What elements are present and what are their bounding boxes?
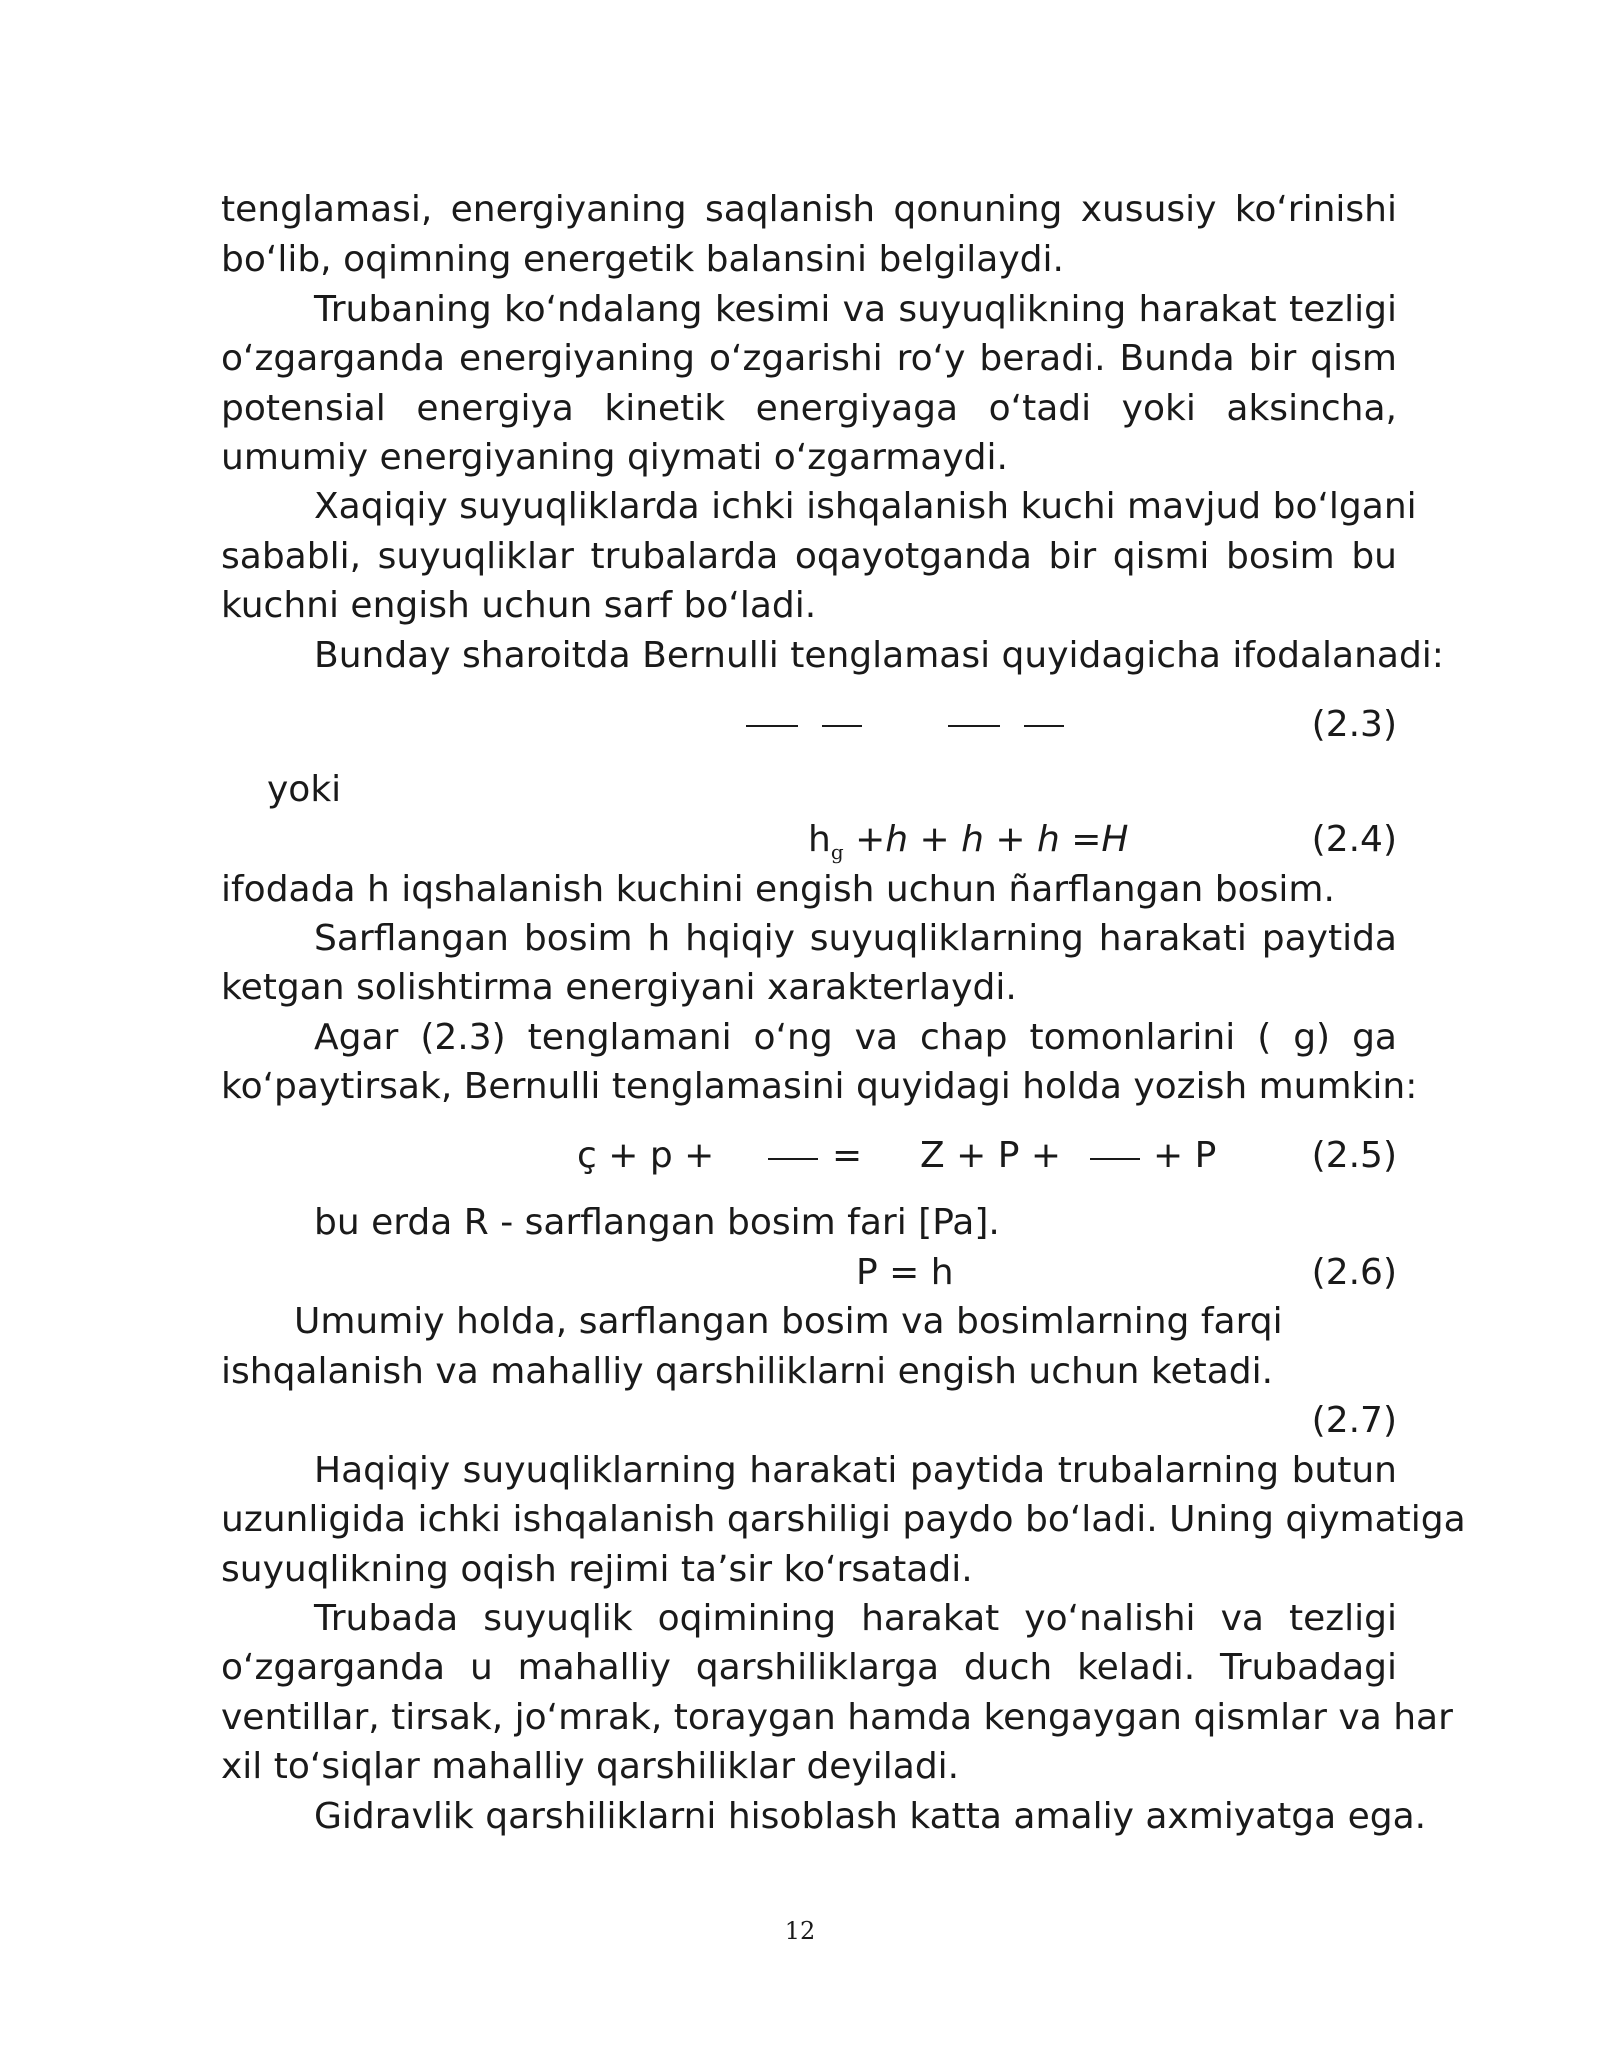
fraction-bar <box>948 725 1000 727</box>
fraction-bar <box>1090 1158 1140 1160</box>
paragraph-line: Haqiqiy suyuqliklarning harakati paytida trubalarning butun <box>314 1450 1397 1491</box>
paragraph-line: o‘zgarganda u mahalliy qarshiliklarga duch keladi. Trubadagi <box>221 1647 1397 1688</box>
paragraph-line: ishqalanish va mahalliy qarshiliklarni engish uchun ketadi. <box>221 1351 1274 1392</box>
equation-number: (2.4) <box>1311 819 1397 860</box>
equation-number: (2.6) <box>1311 1252 1397 1293</box>
paragraph-line: Bunday sharoitda Bernulli tenglamasi quyidagicha ifodalanadi: <box>314 635 1444 676</box>
paragraph-line: Gidravlik qarshiliklarni hisoblash katta amaliy axmiyatga ega. <box>314 1796 1427 1837</box>
paragraph-line: ventillar, tirsak, jo‘mrak, toraygan hamda kengaygan qismlar va har <box>221 1697 1453 1738</box>
equation-number: (2.3) <box>1311 704 1397 745</box>
paragraph-line: ifodada h iqshalanish kuchini engish uchun ñarflangan bosim. <box>221 869 1335 910</box>
paragraph-line: kuchni engish uchun sarf bo‘ladi. <box>221 585 817 626</box>
fraction-bar <box>746 725 798 727</box>
equation-formula: P = h <box>856 1252 954 1293</box>
paragraph-line: Trubaning ko‘ndalang kesimi va suyuqlikning harakat tezligi <box>314 289 1397 330</box>
formula-text: h <box>808 819 831 860</box>
fraction-bar <box>822 725 862 727</box>
paragraph-line: Sarflangan bosim h hqiqiy suyuqliklarning harakati paytida <box>314 918 1397 959</box>
paragraph-line: uzunligida ichki ishqalanish qarshiligi paydo bo‘ladi. Uning qiymatiga <box>221 1499 1466 1540</box>
paragraph-line: suyuqlikning oqish rejimi ta’sir ko‘rsatadi. <box>221 1549 973 1590</box>
formula-subscript: g <box>830 840 844 865</box>
paragraph-line: tenglamasi, energiyaning saqlanish qonuning xususiy ko‘rinishi <box>221 189 1397 230</box>
paragraph-line: yoki <box>267 769 342 810</box>
equation-formula: + P <box>1153 1135 1217 1176</box>
fraction-bar <box>1024 725 1064 727</box>
paragraph-line: umumiy energiyaning qiymati o‘zgarmaydi. <box>221 437 1008 478</box>
paragraph-line: potensial energiya kinetik energiyaga o‘tadi yoki aksincha, <box>221 388 1397 429</box>
paragraph-line: ko‘paytirsak, Bernulli tenglamasini quyidagi holda yozish mumkin: <box>221 1066 1418 1107</box>
equation-formula: Z + P + <box>920 1135 1062 1176</box>
paragraph-line: sababli, suyuqliklar trubalarda oqayotganda bir qismi bosim bu <box>221 536 1397 577</box>
paragraph-line: bo‘lib, oqimning energetik balansini belgilaydi. <box>221 239 1064 280</box>
equation-number: (2.7) <box>1311 1400 1397 1441</box>
page-number: 12 <box>784 1917 816 1945</box>
paragraph-line: Umumiy holda, sarflangan bosim va bosimlarning farqi <box>294 1301 1283 1342</box>
paragraph-line: ketgan solishtirma energiyani xarakterlaydi. <box>221 967 1017 1008</box>
paragraph-line: Agar (2.3) tenglamani o‘ng va chap tomonlarini ( g) ga <box>314 1017 1397 1058</box>
paragraph-line: Trubada suyuqlik oqimining harakat yo‘nalishi va tezligi <box>314 1598 1397 1639</box>
equation-formula: ç + p + <box>577 1135 715 1176</box>
fraction-bar <box>768 1158 818 1160</box>
paragraph-line: bu erda R - sarflangan bosim fari [Pa]. <box>314 1202 1000 1243</box>
formula-text: +h + h + h =H <box>843 819 1129 860</box>
equation-formula: = <box>832 1135 863 1176</box>
equation-number: (2.5) <box>1311 1135 1397 1176</box>
paragraph-line: o‘zgarganda energiyaning o‘zgarishi ro‘y beradi. Bunda bir qism <box>221 338 1397 379</box>
paragraph-line: xil to‘siqlar mahalliy qarshiliklar deyiladi. <box>221 1746 960 1787</box>
paragraph-line: Xaqiqiy suyuqliklarda ichki ishqalanish kuchi mavjud bo‘lgani <box>314 486 1417 527</box>
